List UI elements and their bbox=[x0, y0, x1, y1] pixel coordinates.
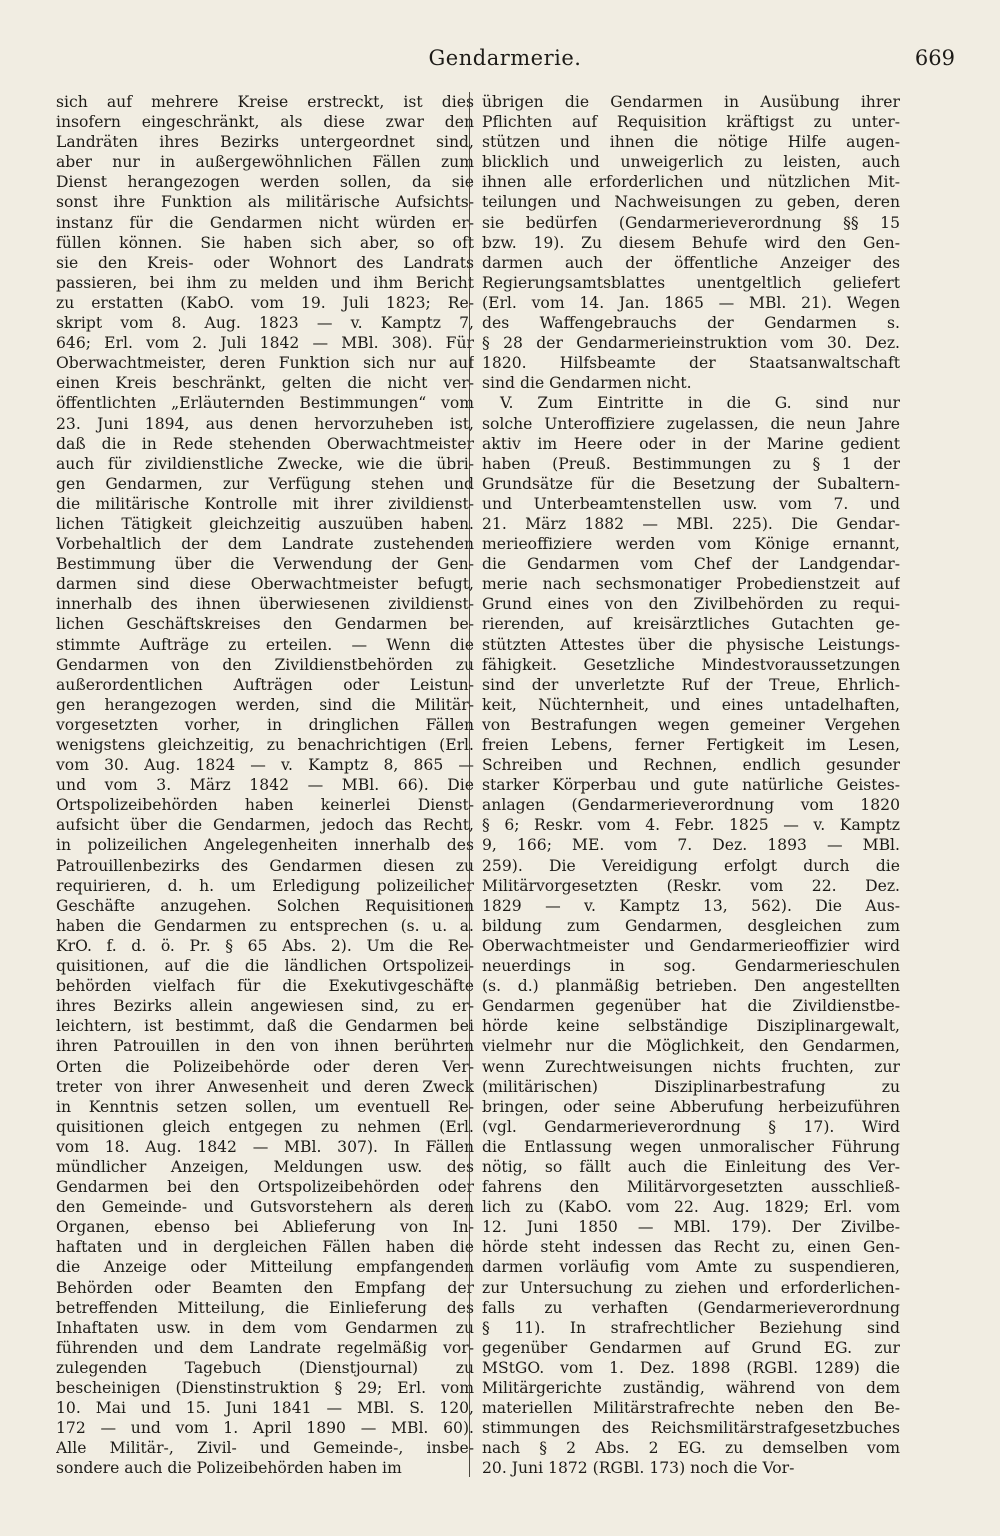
left-column-line: haftaten und in dergleichen Fällen haben die bbox=[56, 1238, 474, 1257]
right-column-line: (s. d.) planmäßig betrieben. Den angestellten bbox=[482, 977, 900, 996]
left-column-line: aber nur in außergewöhnlichen Fällen zum bbox=[56, 153, 474, 172]
left-column-line: skript vom 8. Aug. 1823 — v. Kamptz 7, bbox=[56, 314, 474, 333]
right-column-line: keit, Nüchternheit, und eines untadelhaften, bbox=[482, 695, 900, 714]
right-column-line: teilungen und Nachweisungen zu geben, deren bbox=[482, 193, 900, 212]
right-column-line: Oberwachtmeister und Gendarmerieoffizier wird bbox=[482, 936, 900, 955]
right-column-line: 20. Juni 1872 (RGBl. 173) noch die Vor- bbox=[482, 1459, 795, 1478]
right-column-line: (militärischen) Disziplinarbestrafung zu bbox=[482, 1077, 900, 1096]
right-column-line: 12. Juni 1850 — MBl. 179). Der Zivilbe- bbox=[482, 1218, 900, 1237]
right-column-line: 1820. Hilfsbeamte der Staatsanwaltschaft bbox=[482, 354, 900, 373]
left-column-line: Dienst herangezogen werden sollen, da sie bbox=[56, 173, 474, 192]
left-column-line: den Gemeinde- und Gutsvorstehern als deren bbox=[56, 1198, 474, 1217]
left-column-line: KrO. f. d. ö. Pr. § 65 Abs. 2). Um die Re- bbox=[56, 936, 474, 955]
left-column-line: passieren, bei ihm zu melden und ihm Bericht bbox=[56, 273, 474, 292]
left-column-line: außerordentlichen Aufträgen oder Leistun- bbox=[56, 675, 474, 694]
left-column-line: leichtern, ist bestimmt, daß die Gendarmen bei bbox=[56, 1017, 474, 1036]
left-column-line: stimmte Aufträge zu erteilen. — Wenn die bbox=[56, 635, 474, 654]
right-column-line: § 11). In strafrechtlicher Beziehung sind bbox=[482, 1318, 900, 1337]
left-column-line: gen Gendarmen, zur Verfügung stehen und bbox=[56, 474, 474, 493]
right-column-line: darmen auch der öffentliche Anzeiger des bbox=[482, 253, 900, 272]
left-column-line: zu erstatten (KabO. vom 19. Juli 1823; Re- bbox=[56, 293, 474, 312]
left-column-line: requirieren, d. h. um Erledigung polizeilicher bbox=[56, 876, 474, 895]
left-column-line: Gendarmen bei den Ortspolizeibehörden oder bbox=[56, 1178, 474, 1197]
left-column-line: vom 18. Aug. 1842 — MBl. 307). In Fällen bbox=[56, 1137, 474, 1156]
left-column-line: quisitionen, auf die die ländlichen Ortspolizei- bbox=[56, 957, 474, 976]
right-column-line: Pflichten auf Requisition kräftigst zu unter- bbox=[482, 113, 900, 132]
right-column-line: Grundsätze für die Besetzung der Subaltern- bbox=[482, 474, 900, 493]
left-column-line: 23. Juni 1894, aus denen hervorzuheben ist, bbox=[56, 414, 474, 433]
left-column-line: Bestimmung über die Verwendung der Gen- bbox=[56, 555, 474, 574]
column-divider bbox=[469, 92, 470, 1477]
right-column-line: 21. März 1882 — MBl. 225). Die Gendar- bbox=[482, 514, 900, 533]
left-column-line: gen herangezogen werden, sind die Militär- bbox=[56, 695, 474, 714]
left-column-line: Patrouillenbezirks des Gendarmen diesen zu bbox=[56, 856, 474, 875]
left-column-line: Organen, ebenso bei Ablieferung von In- bbox=[56, 1218, 474, 1237]
right-column-line: merieoffiziere werden vom Könige ernannt, bbox=[482, 535, 900, 554]
right-column-line: merie nach sechsmonatiger Probedienstzeit auf bbox=[482, 575, 900, 594]
right-column-line: 259). Die Vereidigung erfolgt durch die bbox=[482, 856, 900, 875]
right-column-line: § 28 der Gendarmerieinstruktion vom 30. Dez. bbox=[482, 334, 900, 353]
right-column-line: MStGO. vom 1. Dez. 1898 (RGBl. 1289) die bbox=[482, 1358, 900, 1377]
left-column-line: 646; Erl. vom 2. Juli 1842 — MBl. 308). Für bbox=[56, 334, 474, 353]
left-column-line: in Kenntnis setzen sollen, um eventuell Re- bbox=[56, 1097, 474, 1116]
right-column-line: ihnen alle erforderlichen und nützlichen Mit- bbox=[482, 173, 900, 192]
left-column-line: darmen sind diese Oberwachtmeister befugt, bbox=[56, 575, 474, 594]
right-column-line: fähigkeit. Gesetzliche Mindestvoraussetzungen bbox=[482, 655, 900, 674]
right-column-line: die Gendarmen vom Chef der Landgendar- bbox=[482, 555, 900, 574]
right-column-line: § 6; Reskr. vom 4. Febr. 1825 — v. Kamptz bbox=[482, 816, 900, 835]
right-column-line: vielmehr nur die Möglichkeit, den Gendarmen, bbox=[482, 1037, 900, 1056]
right-column-line: blicklich und unweigerlich zu leisten, auch bbox=[482, 153, 900, 172]
right-column-line: freien Lebens, ferner Fertigkeit im Lesen, bbox=[482, 736, 900, 754]
right-column-line: darmen vorläufig vom Amte zu suspendieren, bbox=[482, 1258, 900, 1277]
left-column-line: 10. Mai und 15. Juni 1841 — MBl. S. 120, bbox=[56, 1399, 474, 1418]
left-column-line: 172 — und vom 1. April 1890 — MBl. 60). bbox=[56, 1419, 474, 1438]
left-column-line: Geschäfte anzugehen. Solchen Requisitionen bbox=[56, 896, 474, 915]
left-column-line: Ortspolizeibehörden haben keinerlei Dienst- bbox=[56, 796, 474, 815]
right-column-line: rierenden, auf kreisärztliches Gutachten ge- bbox=[482, 615, 900, 634]
left-column-line: ihres Bezirks allein angewiesen sind, zu er- bbox=[56, 997, 474, 1016]
right-column-line: gegenüber Gendarmen auf Grund EG. zur bbox=[482, 1338, 900, 1357]
right-column-line: lich zu (KabO. vom 22. Aug. 1829; Erl. vom bbox=[482, 1198, 900, 1217]
right-column-line: 1829 — v. Kamptz 13, 562). Die Aus- bbox=[482, 896, 900, 915]
right-column-line: neuerdings in sog. Gendarmerieschulen bbox=[482, 957, 900, 976]
left-column-line: lichen Tätigkeit gleichzeitig auszuüben haben. bbox=[56, 514, 474, 533]
left-column-line: betreffenden Mitteilung, die Einlieferung des bbox=[56, 1298, 474, 1317]
left-column-line: öffentlichten „Erläuternden Bestimmungen“ vom bbox=[56, 394, 474, 413]
left-column-line: vom 30. Aug. 1824 — v. Kamptz 8, 865 — bbox=[56, 756, 474, 775]
left-column-line: Alle Militär-, Zivil- und Gemeinde-, insbe- bbox=[56, 1439, 474, 1458]
left-column-line: sich auf mehrere Kreise erstreckt, ist dies bbox=[56, 93, 474, 111]
left-column-line: und vom 3. März 1842 — MBl. 66). Die bbox=[56, 776, 474, 795]
left-column-line: behörden vielfach für die Exekutivgeschäfte bbox=[56, 977, 474, 996]
right-column-line: nach § 2 Abs. 2 EG. zu demselben vom bbox=[482, 1439, 900, 1458]
left-column-line: Orten die Polizeibehörde oder deren Ver- bbox=[56, 1057, 474, 1076]
left-column-line: Gendarmen von den Zivildienstbehörden zu bbox=[56, 655, 474, 674]
right-column-line: materiellen Militärstrafrechte neben den Be- bbox=[482, 1399, 900, 1418]
left-column-line: auch für zivildienstliche Zwecke, wie die übri- bbox=[56, 454, 474, 473]
right-column-line: Militärvorgesetzten (Reskr. vom 22. Dez. bbox=[482, 876, 900, 895]
right-column-line: stützten Attestes über die physische Leistungs- bbox=[482, 635, 900, 654]
left-column-line: mündlicher Anzeigen, Meldungen usw. des bbox=[56, 1157, 474, 1176]
left-column-line: Vorbehaltlich der dem Landrate zustehenden bbox=[56, 535, 474, 554]
right-column-line: starker Körperbau und gute natürliche Geistes- bbox=[482, 776, 900, 795]
left-column-line: einen Kreis beschränkt, gelten die nicht ver- bbox=[56, 374, 474, 393]
left-column-line: die Anzeige oder Mitteilung empfangenden bbox=[56, 1258, 474, 1277]
right-column-line: und Unterbeamtenstellen usw. vom 7. und bbox=[482, 494, 900, 513]
left-column-line: sie den Kreis- oder Wohnort des Landrats bbox=[56, 253, 474, 272]
right-column-line: Regierungsamtsblattes unentgeltlich geliefert bbox=[482, 273, 900, 292]
left-column bbox=[56, 92, 474, 1478]
page-number: 669 bbox=[914, 46, 955, 70]
right-column-line: sie bedürfen (Gendarmerieverordnung §§ 15 bbox=[482, 213, 900, 232]
running-head: Gendarmerie. bbox=[428, 46, 582, 70]
left-column-line: sonst ihre Funktion als militärische Aufsichts- bbox=[56, 193, 474, 212]
right-column-line: sind die Gendarmen nicht. bbox=[482, 374, 692, 393]
right-column-line: fahrens den Militärvorgesetzten ausschließ- bbox=[482, 1178, 900, 1197]
left-column-line: aufsicht über die Gendarmen, jedoch das Recht, bbox=[56, 816, 474, 835]
right-column-line: falls zu verhaften (Gendarmerieverordnung bbox=[482, 1298, 900, 1317]
right-column-line: 9, 166; ME. vom 7. Dez. 1893 — MBl. bbox=[482, 836, 900, 855]
right-column-line: Militärgerichte zuständig, während von dem bbox=[482, 1379, 900, 1397]
left-column-line: treter von ihrer Anwesenheit und deren Zweck bbox=[56, 1077, 474, 1096]
right-column-line: bzw. 19). Zu diesem Behufe wird den Gen- bbox=[482, 233, 900, 252]
right-column-line: aktiv im Heere oder in der Marine gedient bbox=[482, 434, 900, 453]
right-column-line: bringen, oder seine Abberufung herbeizuführen bbox=[482, 1097, 900, 1116]
left-column-line: lichen Geschäftskreises den Gendarmen be- bbox=[56, 615, 474, 634]
right-column-line: anlagen (Gendarmerieverordnung vom 1820 bbox=[482, 796, 900, 815]
left-column-line: Landräten ihres Bezirks untergeordnet sind, bbox=[56, 133, 474, 152]
right-column bbox=[482, 92, 900, 1478]
left-column-line: führenden und dem Landrate regelmäßig vor- bbox=[56, 1338, 474, 1357]
right-column-line: (Erl. vom 14. Jan. 1865 — MBl. 21). Wegen bbox=[482, 293, 900, 312]
left-column-line: wenigstens gleichzeitig, zu benachrichtigen (Erl. bbox=[56, 736, 474, 754]
left-column-line: füllen können. Sie haben sich aber, so oft bbox=[56, 233, 474, 252]
left-column-line: innerhalb des ihnen überwiesenen zivildienst- bbox=[56, 595, 474, 614]
right-column-line: sind der unverletzte Ruf der Treue, Ehrlich- bbox=[482, 675, 900, 694]
right-column-line: stützen und ihnen die nötige Hilfe augen- bbox=[482, 133, 900, 152]
right-column-line: zur Untersuchung zu ziehen und erforderlichen- bbox=[482, 1278, 900, 1297]
left-column-line: vorgesetzten vorher, in dringlichen Fällen bbox=[56, 715, 474, 734]
right-column-line: des Waffengebrauchs der Gendarmen s. bbox=[482, 314, 900, 333]
right-column-line: hörde steht indessen das Recht zu, einen Gen- bbox=[482, 1238, 900, 1257]
left-column-line: bescheinigen (Dienstinstruktion § 29; Erl. vom bbox=[56, 1379, 474, 1397]
left-column-line: Inhaftaten usw. in dem vom Gendarmen zu bbox=[56, 1318, 474, 1337]
left-column-line: sondere auch die Polizeibehörden haben im bbox=[56, 1459, 402, 1478]
right-column-line: die Entlassung wegen unmoralischer Führung bbox=[482, 1137, 900, 1156]
right-column-line: bildung zum Gendarmen, desgleichen zum bbox=[482, 916, 900, 935]
left-column-line: ihren Patrouillen in den von ihnen berührten bbox=[56, 1037, 474, 1056]
left-column-line: Oberwachtmeister, deren Funktion sich nur auf bbox=[56, 354, 474, 373]
right-column-line: Gendarmen gegenüber hat die Zivildienstbe- bbox=[482, 997, 900, 1016]
left-column-line: die militärische Kontrolle mit ihrer zivildienst- bbox=[56, 494, 474, 513]
right-column-line: übrigen die Gendarmen in Ausübung ihrer bbox=[482, 93, 900, 111]
right-column-line: stimmungen des Reichsmilitärstrafgesetzbuches bbox=[482, 1419, 900, 1438]
right-column-line: (vgl. Gendarmerieverordnung § 17). Wird bbox=[482, 1117, 900, 1136]
left-column-line: quisitionen gleich entgegen zu nehmen (Erl. bbox=[56, 1117, 474, 1136]
left-column-line: zulegenden Tagebuch (Dienstjournal) zu bbox=[56, 1358, 474, 1377]
right-column-line: nötig, so fällt auch die Einleitung des Ver- bbox=[482, 1157, 900, 1176]
right-column-line: Schreiben und Rechnen, endlich gesunder bbox=[482, 756, 900, 775]
left-column-line: instanz für die Gendarmen nicht würden er- bbox=[56, 213, 474, 232]
right-column-line: Grund eines von den Zivilbehörden zu requi- bbox=[482, 595, 900, 614]
right-column-line: wenn Zurechtweisungen nichts fruchten, zur bbox=[482, 1057, 900, 1076]
right-column-line: haben (Preuß. Bestimmungen zu § 1 der bbox=[482, 454, 900, 473]
right-column-line: hörde keine selbständige Disziplinargewalt, bbox=[482, 1017, 900, 1036]
page-header bbox=[55, 42, 955, 82]
right-column-line: von Bestrafungen wegen gemeiner Vergehen bbox=[482, 715, 900, 734]
left-column-line: insofern eingeschränkt, als diese zwar den bbox=[56, 113, 474, 132]
left-column-line: Behörden oder Beamten den Empfang der bbox=[56, 1278, 474, 1297]
left-column-line: in polizeilichen Angelegenheiten innerhalb des bbox=[56, 836, 474, 855]
right-column-line: solche Unteroffiziere zugelassen, die neun Jahre bbox=[482, 414, 900, 433]
left-column-line: daß die in Rede stehenden Oberwachtmeister bbox=[56, 434, 474, 453]
left-column-line: haben die Gendarmen zu entsprechen (s. u. a. bbox=[56, 916, 474, 935]
right-column-line: V. Zum Eintritte in die G. sind nur bbox=[500, 394, 900, 413]
